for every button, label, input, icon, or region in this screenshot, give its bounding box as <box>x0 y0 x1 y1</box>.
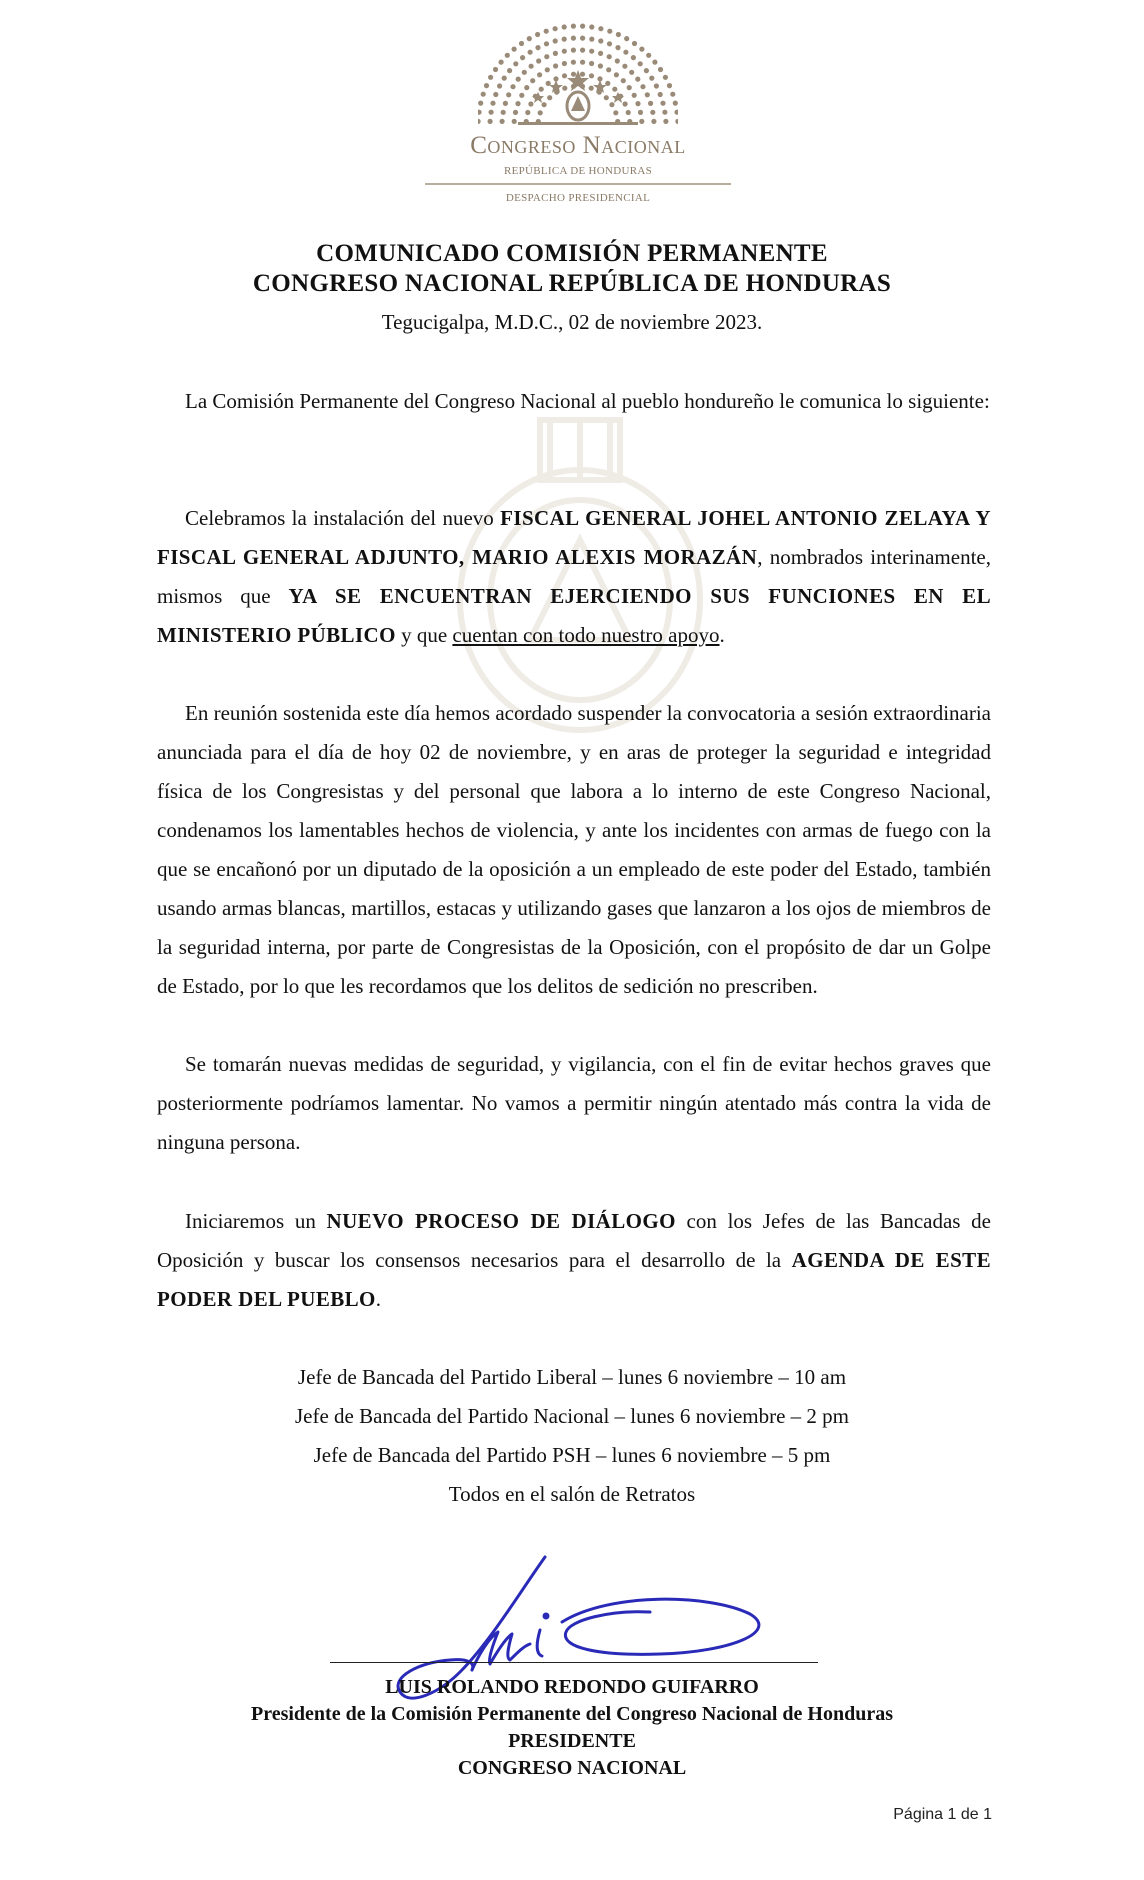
seat-dot <box>673 101 678 106</box>
meeting-schedule <box>0 1358 1144 1514</box>
seat-dot <box>648 101 653 106</box>
seat-dot <box>632 41 637 46</box>
seat-dot <box>571 24 576 29</box>
seat-dot <box>667 83 672 88</box>
signatory-title: PRESIDENTE <box>508 1730 636 1752</box>
seat-dot <box>488 119 493 124</box>
org-subtitle: REPÚBLICA DE HONDURAS <box>503 165 653 177</box>
seat-dot <box>632 93 637 98</box>
seat-dot <box>640 84 645 89</box>
seat-dot <box>528 101 533 106</box>
seat-dot <box>562 73 567 78</box>
congress-hemicycle-logo <box>478 8 678 133</box>
seat-dot <box>529 64 534 69</box>
seat-dot <box>580 72 585 77</box>
seat-dot <box>674 110 678 115</box>
seat-dot <box>490 101 495 106</box>
seat-dot <box>539 87 544 92</box>
seat-dot <box>553 63 558 68</box>
document-title: COMUNICADO COMISIÓN PERMANENTE <box>316 240 828 267</box>
paragraph-fiscal: Celebramos la instalación del nuevo FISCAL GENERAL JOHEL ANTONIO ZELAYA Y FISCAL GENERAL ADJUNTO, MARIO ALEXIS MORAZÁN, nombrados interinamente, mismos que YA SE ENCUENTRAN EJERCIENDO SUS FUNCIONES EN EL MINISTERIO PÚBLICO y que cuentan con todo nuestro apoyo. <box>157 506 992 647</box>
seat-dot <box>544 41 549 46</box>
seat-dot <box>513 110 518 115</box>
seat-dot <box>635 77 640 82</box>
signatory-name: LUIS ROLANDO REDONDO GUIFARRO <box>385 1676 759 1698</box>
seat-dot <box>478 119 481 124</box>
seat-dot <box>580 24 585 29</box>
seat-dot <box>516 77 521 82</box>
letterhead-divider <box>425 183 731 185</box>
seat-dot <box>478 101 483 106</box>
seat-dot <box>580 36 585 41</box>
seat-dot <box>658 67 663 72</box>
seat-dot <box>537 72 542 77</box>
seat-dot <box>562 61 567 66</box>
seat-dot <box>536 58 541 63</box>
org-name: Congreso Nacional <box>470 132 686 159</box>
seat-dot <box>544 54 549 59</box>
seat-dot <box>663 75 668 80</box>
seat-dot <box>589 49 594 54</box>
seat-dot <box>616 32 621 37</box>
seat-dot <box>631 55 636 60</box>
seat-dot <box>553 51 558 56</box>
seat-dot <box>623 50 628 55</box>
seat-dot <box>502 76 507 81</box>
seat-dot <box>609 102 614 107</box>
seat-dot <box>515 101 520 106</box>
seat-dot <box>607 41 612 46</box>
seat-dot <box>535 45 540 50</box>
schedule-item: Jefe de Bancada del Partido Nacional – lunes 6 noviembre – 2 pm <box>295 1404 849 1428</box>
seat-dot <box>484 83 489 88</box>
seat-dot <box>635 101 640 106</box>
seat-dot <box>535 32 540 37</box>
seat-dot <box>527 36 532 41</box>
schedule-item: Jefe de Bancada del Partido Liberal – lunes 6 noviembre – 10 am <box>297 1365 847 1389</box>
seat-dot <box>525 110 530 115</box>
seat-dot <box>505 53 510 58</box>
seat-dot <box>510 84 515 89</box>
seat-dot <box>652 60 657 65</box>
seat-dot <box>562 49 567 54</box>
seat-dot <box>606 67 611 72</box>
seat-dot <box>506 92 511 97</box>
paragraph-intro: La Comisión Permanente del Congreso Nacional al pueblo hondureño le comunica lo siguiente: <box>185 389 990 413</box>
seat-dot <box>598 26 603 31</box>
seat-dot <box>520 55 525 60</box>
seat-dot <box>481 92 486 97</box>
signatory-role: Presidente de la Comisión Permanente del Congreso Nacional de Honduras <box>250 1703 894 1725</box>
seat-dot <box>660 101 665 106</box>
office-label: DESPACHO PRESIDENCIAL <box>505 192 651 204</box>
seat-dot <box>503 101 508 106</box>
seat-dot <box>613 110 618 115</box>
seat-dot <box>645 92 650 97</box>
seat-dot <box>598 63 603 68</box>
seat-dot <box>627 85 632 90</box>
seat-dot <box>589 86 594 91</box>
seat-dot <box>571 48 576 53</box>
seat-dot <box>675 119 678 124</box>
seat-dot <box>646 53 651 58</box>
dateline: Tegucigalpa, M.D.C., 02 de noviembre 2023. <box>381 310 763 334</box>
seat-dot <box>530 78 535 83</box>
seat-dot <box>497 83 502 88</box>
seat-dot <box>513 61 518 66</box>
seat-dot <box>501 110 506 115</box>
seat-dot <box>670 92 675 97</box>
seat-dot <box>644 68 649 73</box>
seat-dot <box>580 48 585 53</box>
seat-dot <box>500 119 505 124</box>
seat-dot <box>512 47 517 52</box>
seat-dot <box>589 37 594 42</box>
seat-dot <box>604 95 609 100</box>
seat-dot <box>629 70 634 75</box>
seat-dot <box>547 95 552 100</box>
seat-dot <box>538 110 543 115</box>
paragraph-dialogue: Iniciaremos un NUEVO PROCESO DE DIÁLOGO con los Jefes de las Bancadas de Oposición y buscar los consensos necesarios para el desarrollo de la AGENDA DE ESTE PODER DEL PUEBLO. <box>157 1209 992 1311</box>
seat-dot <box>607 54 612 59</box>
seat-dot <box>519 93 524 98</box>
seat-dot <box>571 72 576 77</box>
seat-dot <box>639 47 644 52</box>
seat-dot <box>488 75 493 80</box>
seat-dot <box>654 83 659 88</box>
seat-dot <box>553 38 558 43</box>
seat-dot <box>598 38 603 43</box>
seat-dot <box>626 110 631 115</box>
seat-dot <box>615 45 620 50</box>
seat-dot <box>638 61 643 66</box>
paragraph-session-suspension: En reunión sostenida este día hemos acordado suspender la convocatoria a sesión extraordinaria anunciada para el día de hoy 02 de noviembre, y en aras de proteger la seguridad e integridad física de los Congresistas y del personal que labora a lo interno de este Congreso Nacional, condenamos los lamentables hechos de violencia, y ante los incidentes con armas de fuego con la que se encañonó por un diputado de la oposición a un empleado de este poder del Estado, también usando armas blancas, martillos, estacas y utilizando gases que lanzaron a los ojos de miembros de la seguridad interna, por parte de Congresistas de la Oposición, con el propósito de dar un Golpe de Estado, por lo que les recordamos que los delitos de sedición no prescriben. <box>157 701 991 998</box>
seat-dot <box>528 50 533 55</box>
seat-dot <box>512 119 517 124</box>
schedule-item: Jefe de Bancada del Partido PSH – lunes 6 noviembre – 5 pm <box>313 1443 831 1467</box>
seat-dot <box>522 70 527 75</box>
paragraph-security-measures: Se tomarán nuevas medidas de seguridad, y vigilancia, con el fin de evitar hechos graves que posteriormente podríamos lamentar. No vamos a permitir ningún atentado más contra la vida de ninguna persona. <box>157 1052 991 1154</box>
seat-dot <box>621 78 626 83</box>
seat-dot <box>545 67 550 72</box>
seat-dot <box>562 24 567 29</box>
seat-dot <box>489 110 494 115</box>
seat-dot <box>622 64 627 69</box>
seat-dot <box>638 110 643 115</box>
seat-dot <box>589 24 594 29</box>
seat-dot <box>650 110 655 115</box>
signatory-institution: CONGRESO NACIONAL <box>457 1757 687 1779</box>
signature-line <box>330 1662 818 1663</box>
seat-dot <box>623 101 628 106</box>
seat-dot <box>589 61 594 66</box>
seat-dot <box>493 92 498 97</box>
seat-dot <box>580 60 585 65</box>
seat-dot <box>649 76 654 81</box>
seat-dot <box>651 119 656 124</box>
seat-dot <box>589 73 594 78</box>
seat-dot <box>612 87 617 92</box>
page-number: Página 1 de 1 <box>893 1806 992 1823</box>
seat-dot <box>662 110 667 115</box>
seat-dot <box>499 60 504 65</box>
seat-dot <box>519 41 524 46</box>
seat-dot <box>571 36 576 41</box>
seat-dot <box>607 29 612 34</box>
document-subtitle: CONGRESO NACIONAL REPÚBLICA DE HONDURAS <box>252 270 892 297</box>
letterhead <box>420 8 736 208</box>
seat-dot <box>524 85 529 90</box>
seat-dot <box>478 110 482 115</box>
seat-dot <box>598 51 603 56</box>
seat-dot <box>615 58 620 63</box>
seat-dot <box>507 68 512 73</box>
seat-dot <box>624 36 629 41</box>
seat-dot <box>562 37 567 42</box>
seat-dot <box>553 26 558 31</box>
seat-dot <box>562 86 567 91</box>
seat-dot <box>542 102 547 107</box>
schedule-location: Todos en el salón de Retratos <box>448 1482 696 1506</box>
seat-dot <box>544 29 549 34</box>
seat-dot <box>493 67 498 72</box>
seat-dot <box>571 60 576 65</box>
seat-dot <box>639 119 644 124</box>
seat-dot <box>658 92 663 97</box>
seat-dot <box>614 72 619 77</box>
seat-dot <box>663 119 668 124</box>
